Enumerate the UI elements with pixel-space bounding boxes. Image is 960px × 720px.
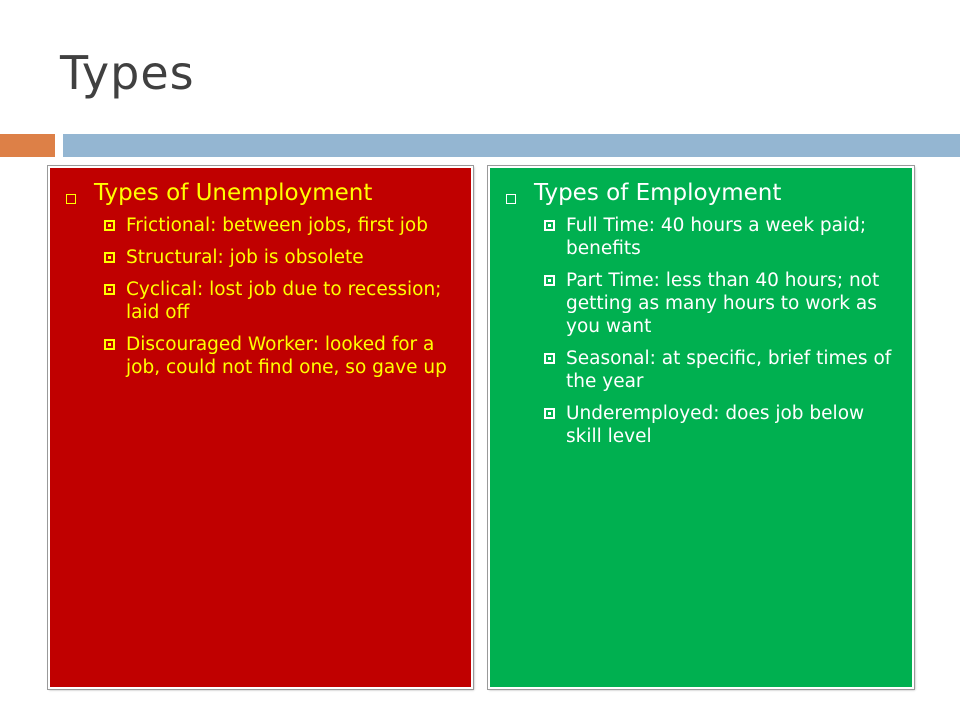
- list-item-text: Underemployed: does job below skill level: [566, 403, 865, 447]
- list-item: [544, 347, 900, 393]
- square-bullet-icon: [544, 275, 555, 286]
- list-item-text: Structural: job is obsolete: [126, 247, 364, 268]
- employment-panel: [488, 166, 914, 689]
- square-bullet-icon: [104, 252, 115, 263]
- unemployment-heading-row: [64, 178, 459, 208]
- hollow-square-bullet-icon: [506, 194, 516, 204]
- square-bullet-icon: [544, 353, 555, 364]
- list-item: [544, 214, 900, 260]
- unemployment-panel: [48, 166, 473, 689]
- square-bullet-icon: [104, 220, 115, 231]
- list-item: [104, 278, 459, 324]
- employment-heading: Types of Employment: [534, 180, 782, 206]
- slide-title: Types: [60, 46, 195, 100]
- employment-heading-row: [504, 178, 900, 208]
- list-item-text: Frictional: between jobs, first job: [126, 215, 428, 236]
- list-item: [104, 333, 459, 379]
- list-item: [104, 214, 459, 237]
- list-item-text: Seasonal: at specific, brief times of the year: [566, 348, 892, 392]
- accent-bar-blue: [63, 134, 960, 157]
- hollow-square-bullet-icon: [66, 194, 76, 204]
- square-bullet-icon: [544, 408, 555, 419]
- unemployment-heading: Types of Unemployment: [94, 180, 373, 206]
- square-bullet-icon: [544, 220, 555, 231]
- list-item: [544, 402, 900, 448]
- list-item: [104, 246, 459, 269]
- unemployment-list: [64, 214, 459, 379]
- employment-list: [504, 214, 900, 448]
- square-bullet-icon: [104, 284, 115, 295]
- list-item: [544, 269, 900, 338]
- list-item-text: Part Time: less than 40 hours; not getting as many hours to work as you want: [566, 270, 880, 337]
- accent-bar-orange: [0, 134, 55, 157]
- list-item-text: Cyclical: lost job due to recession; laid off: [126, 279, 442, 323]
- square-bullet-icon: [104, 339, 115, 350]
- list-item-text: Discouraged Worker: looked for a job, could not find one, so gave up: [126, 334, 447, 378]
- list-item-text: Full Time: 40 hours a week paid; benefits: [566, 215, 867, 259]
